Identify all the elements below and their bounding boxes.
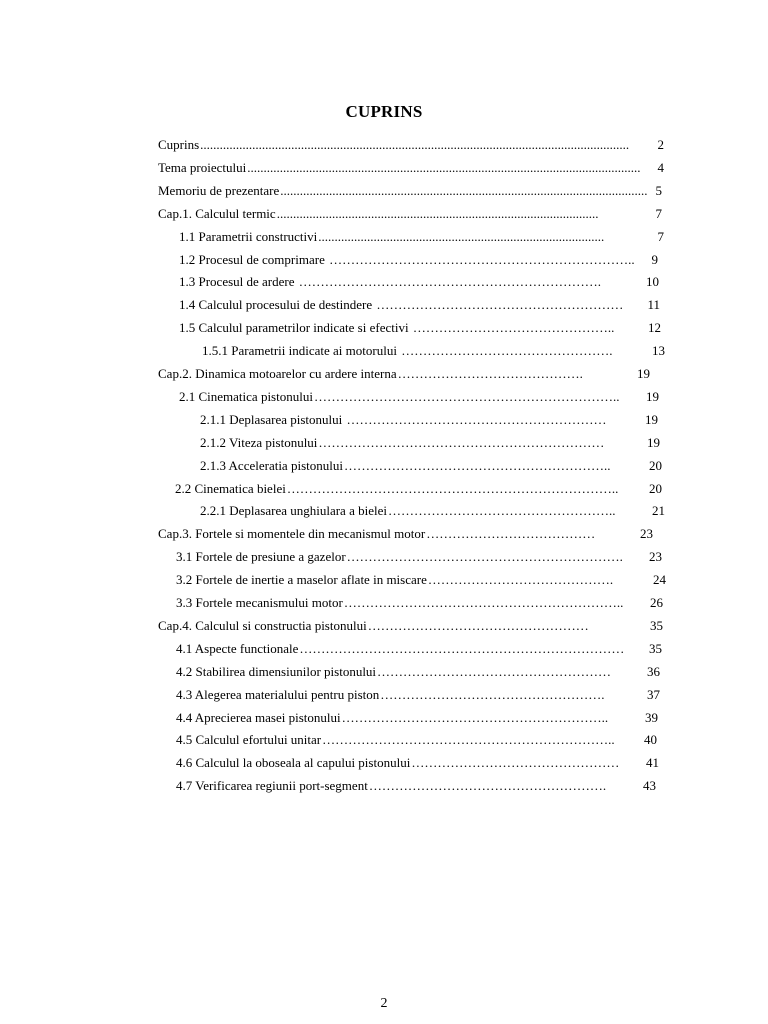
toc-entry — [200, 457, 662, 475]
toc-entry-page: 19 — [645, 411, 658, 427]
toc-entry-leader: ………………………………………………………………….. — [286, 480, 619, 496]
toc-entry-leader: ……………………………………. — [427, 572, 614, 588]
toc-entry-label: 1.1 Parametrii constructivi — [179, 228, 318, 244]
toc-entry — [158, 182, 662, 200]
toc-entry-label: 2.2 Cinematica bielei — [175, 480, 286, 496]
toc-entry-label: 4.4 Aprecierea masei pistonului — [176, 709, 341, 725]
toc-entry — [179, 296, 660, 314]
toc-entry-leader: ……………………………………………. — [380, 686, 605, 702]
toc-entry — [176, 571, 666, 589]
toc-entry — [176, 548, 662, 566]
toc-entry-page: 5 — [655, 182, 662, 198]
page-number: 2 — [380, 996, 388, 1011]
toc-entry-leader: ………………………………………………. — [368, 778, 607, 794]
toc-entry-leader: …………………………………………………….. — [341, 709, 609, 725]
toc-entry-page: 19 — [637, 366, 650, 381]
toc-entry-page: 7 — [657, 228, 664, 244]
toc-entry-leader: ................................................................................................................. — [280, 182, 648, 198]
toc-entry-label: 2.1 Cinematica pistonului — [179, 388, 313, 404]
toc-entry-page: 24 — [653, 572, 666, 588]
toc-entry-label: 4.5 Calculul efortului unitar — [176, 732, 322, 748]
toc-entry-label: 1.3 Procesul de ardere — [179, 274, 298, 290]
toc-entry — [200, 502, 665, 520]
toc-entry — [176, 709, 658, 727]
toc-entry-label: 2.1.1 Deplasarea pistonului — [200, 411, 346, 427]
toc-entry-label: Cuprins — [158, 137, 200, 152]
toc-entry — [176, 640, 662, 658]
toc-entry-page: 12 — [648, 320, 661, 336]
toc-entry — [179, 273, 659, 291]
toc-entry — [176, 731, 657, 749]
toc-entry-leader: …………………………………………….. — [387, 503, 616, 519]
toc-entry-page: 7 — [655, 205, 662, 221]
toc-entry-page: 4 — [657, 159, 664, 175]
toc-entry-page: 35 — [650, 617, 663, 633]
toc-entry-page: 21 — [652, 503, 665, 519]
toc-entry — [158, 525, 653, 543]
toc-entry-leader: ………………………………………………… — [376, 297, 624, 313]
toc-entry-page: 36 — [647, 663, 660, 679]
toc-entry-page: 20 — [649, 457, 662, 473]
toc-entry — [158, 205, 662, 223]
toc-entry — [179, 319, 661, 337]
toc-entry-leader: ………………………………………… — [411, 755, 620, 771]
toc-entry-leader: ………………………………… — [426, 526, 596, 542]
toc-entry — [158, 159, 664, 177]
toc-entry-page: 26 — [650, 595, 663, 610]
toc-entry-page: 40 — [644, 732, 657, 748]
toc-entry — [176, 686, 660, 704]
toc-entry-label: Cap.2. Dinamica motoarelor cu ardere interna — [158, 366, 397, 381]
toc-entry — [200, 434, 660, 452]
toc-entry-leader: …………………………………………… — [367, 617, 589, 633]
toc-entry — [176, 754, 659, 772]
toc-entry-leader: .................................................................................................................................... — [200, 137, 630, 152]
toc-entry-page: 19 — [647, 434, 660, 450]
toc-entry — [176, 777, 656, 795]
toc-entry — [179, 228, 664, 246]
toc-entry-label: 1.2 Procesul de comprimare — [179, 251, 329, 267]
toc-entry-page: 11 — [647, 297, 660, 313]
toc-entry-label: 1.4 Calculul procesului de destindere — [179, 297, 376, 313]
toc-entry-leader: ………………………………………………………. — [346, 549, 623, 565]
toc-entry-page: 19 — [646, 388, 659, 404]
toc-entry-leader: ………………………………………………………….. — [322, 732, 615, 748]
toc-entry-label: 4.7 Verificarea regiunii port-segment — [176, 778, 368, 794]
toc-entry-leader: ………………………………………………………… — [318, 434, 605, 450]
toc-entry — [200, 411, 658, 429]
toc-entry-leader: ......................................................................................................................... — [247, 159, 641, 175]
toc-entry — [176, 594, 663, 612]
toc-entry — [179, 251, 658, 269]
toc-entry-label: 2.1.2 Viteza pistonului — [200, 434, 318, 450]
toc-entry-label: 1.5.1 Parametrii indicate ai motorului — [202, 343, 401, 359]
table-of-contents — [0, 136, 768, 816]
toc-entry-page: 39 — [645, 709, 658, 725]
toc-entry-label: Cap.4. Calculul si constructia pistonului — [158, 617, 367, 633]
toc-entry-leader: ................................................................................................... — [276, 205, 599, 221]
toc-entry-label: 3.2 Fortele de inertie a maselor aflate in miscare — [176, 572, 427, 588]
toc-entry-label: 4.3 Alegerea materialului pentru piston — [176, 686, 380, 702]
toc-entry-label: 4.2 Stabilirea dimensiunilor pistonului — [176, 663, 377, 679]
toc-entry-page: 37 — [647, 686, 660, 702]
toc-entry-leader: ………………………………………………………………… — [299, 640, 625, 656]
toc-entry — [179, 388, 659, 406]
toc-entry-page: 9 — [651, 251, 658, 267]
toc-entry-leader: …………………………………………………….. — [343, 457, 611, 473]
toc-entry-label: 4.6 Calculul la oboseala al capului pistonului — [176, 755, 411, 771]
toc-entry-page: 41 — [646, 755, 659, 771]
toc-entry — [175, 480, 662, 498]
toc-entry-leader: ……………………………………………………………. — [298, 274, 602, 290]
toc-entry-leader: ........................................................................................ — [318, 228, 605, 244]
toc-entry-label: Cap.1. Calculul termic — [158, 205, 276, 221]
toc-entry-label: 1.5 Calculul parametrilor indicate si efectivi — [179, 320, 412, 336]
page-title: CUPRINS — [345, 102, 423, 121]
toc-entry-leader: ……………………………………….. — [412, 320, 615, 336]
toc-entry-leader: …………………………………………………………….. — [329, 251, 635, 267]
toc-entry-label: Tema proiectului — [158, 159, 247, 175]
toc-entry-page: 43 — [643, 778, 656, 794]
toc-entry-label: Cap.3. Fortele si momentele din mecanismul motor — [158, 526, 426, 542]
toc-entry-label: 4.1 Aspecte functionale — [176, 640, 299, 656]
toc-entry-leader: …………………………………………. — [401, 343, 613, 359]
toc-entry-page: 23 — [640, 526, 653, 542]
toc-entry-label: Memoriu de prezentare — [158, 182, 280, 198]
toc-entry — [176, 663, 660, 681]
toc-entry-label: 2.2.1 Deplasarea unghiulara a bielei — [200, 503, 387, 519]
toc-entry-page: 23 — [649, 549, 662, 565]
toc-entry-leader: …………………………………………………… — [346, 411, 607, 427]
toc-entry-page: 20 — [649, 480, 662, 496]
toc-entry-leader: ……………………………………………………….. — [343, 595, 624, 610]
toc-entry-page: 13 — [652, 343, 665, 359]
toc-entry — [202, 342, 665, 360]
toc-entry-page: 35 — [649, 640, 662, 656]
toc-entry — [158, 617, 663, 635]
toc-entry-label: 3.1 Fortele de presiune a gazelor — [176, 549, 346, 565]
toc-entry-label: 2.1.3 Acceleratia pistonului — [200, 457, 343, 473]
toc-entry-leader: ……………………………………. — [397, 366, 583, 381]
toc-entry-leader: …………………………………………………………….. — [313, 388, 620, 404]
toc-entry-page: 2 — [657, 137, 664, 152]
toc-entry-label: 3.3 Fortele mecanismului motor — [176, 595, 343, 610]
toc-entry-leader: ……………………………………………… — [377, 663, 612, 679]
toc-entry — [158, 365, 650, 383]
toc-entry — [158, 136, 664, 154]
toc-entry-page: 10 — [646, 274, 659, 290]
